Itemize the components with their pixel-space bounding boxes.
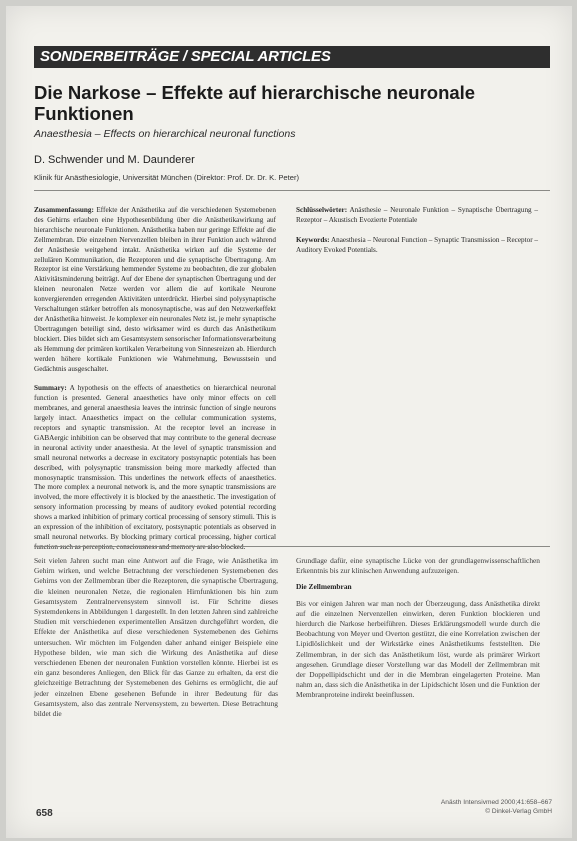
section-header-bar: SONDERBEITRÄGE / SPECIAL ARTICLES bbox=[34, 46, 550, 68]
affiliation-line: Klinik für Anästhesiologie, Universität München (Direktor: Prof. Dr. Dr. K. Peter) bbox=[34, 173, 300, 182]
keywords-english bbox=[296, 236, 538, 256]
keywords-german bbox=[296, 206, 538, 226]
keywords-column bbox=[296, 206, 538, 266]
keywords-german-label: Schlüsselwörter: bbox=[296, 206, 348, 214]
abstract-german-text: Effekte der Anästhetika auf die verschiedenen Systemebenen des Gehirns erlauben eine Hypothesenbildung über die Anästhetikawirkung auf hierarchische neuronale Funktionen. Anästhetika haben nur geringe Effekte auf die Zellmembran. Die einzelnen Nervenzellen bleiben in ihrer Funktion auch während der Anästhesie weitgehend intakt. Anästhetika wirken auf die Systeme der zellulären Kommunikation, die Rezeptoren und die synaptische Übertragung. Am Rezeptor ist eine Verstärkung hemmender Systeme zu beobachten, die zur globalen Aktivitätsminderung beiträgt. Auf der Ebene der synaptischen Übertragung und der kleinen neuronalen Netze werden vor allem die auf kortikale Neurone konvergierenden erregenden Aktivitäten unterdrückt. Hierbei sind polysynaptische Verschaltungen stärker betroffen als monosynaptische, was auf den Netzwerkeffekt der Anästhetika hinweist. Je komplexer ein neuronales Netz ist, je mehr synaptische Übertragungen beteiligt sind, desto wirksamer wird es durch das Anästhetikum blockiert. Dies bildet sich am Gesamtsystem sensorischer Informationsverarbeitung als Hemmung der primären kortikalen Verarbeitung von Sinnesreizen ab. Hierdurch werden höhere kortikale Funktionen wie Wahrnehmung, Bewusstsein und Gedächtnis ausgeschaltet. bbox=[34, 206, 276, 373]
keywords-english-label: Keywords: bbox=[296, 235, 330, 244]
body-column-left bbox=[34, 556, 278, 725]
author-line: D. Schwender und M. Daunderer bbox=[34, 154, 195, 166]
journal-page bbox=[6, 6, 572, 838]
journal-footer: Anästh Intensivmed 2000;41:658–667 © Dinkel-Verlag GmbH bbox=[440, 799, 552, 815]
abstract-german-column bbox=[34, 206, 276, 563]
body-column-right bbox=[296, 556, 540, 707]
page-number: 658 bbox=[36, 808, 53, 819]
body-divider bbox=[34, 546, 550, 547]
keywords-german-text: Anästhesie – Neuronale Funktion – Synaptische Übertragung – Rezeptor – Akustisch Evozierte Potentiale bbox=[296, 206, 538, 224]
section-heading: Die Zellmembran bbox=[296, 582, 352, 592]
abstract-german-lead: Zusammenfassung: bbox=[34, 206, 94, 214]
summary-english-text: A hypothesis on the effects of anaesthetics on hierarchical neuronal function is presented. General anaesthetics have only minor effects on cell membranes, and general anaesthesia leaves the intrinsic function of single neurons largely intact. Anaesthetics impact on the cellular communication systems, receptors and synaptic transmission. At the receptor level an increase in GABAergic inhibition can be observed that may contribute to the general decrease in neuronal activity under anaesthesia. At the level of synaptic transmission and small neuronal networks a decrease in excitatory postsynaptic potentials has been described, with polysynaptic transmission being more markedly affected than monosynaptic transmission. This underlines the network effects of anaesthetics. The more complex a neuronal network is, and the more synaptic transmissions are involved, the more effectively it is blocked by the anaesthetic. The investigation of sensory information processing by means of auditory evoked potential recording shows a marked inhibition of primary cortical processing of sensory stimuli. This is an expression of the inhibition of excitatory, postsynaptic potentials as observed in small neuronal networks. By blocking primary cortical processing, higher cortical bbox=[34, 384, 276, 541]
body-paragraph-intro: Grundlage dafür, eine synaptische Lücke von der grundlagenwissenschaftlichen Erkenntnis bis zur klinischen Anwendung aufzuzeigen. bbox=[296, 556, 540, 576]
article-subtitle: Anaesthesia – Effects on hierarchical neuronal functions bbox=[34, 128, 296, 140]
body-paragraph: Seit vielen Jahren sucht man eine Antwort auf die Frage, wie Anästhetika im Gehirn wirken, und welche Betrachtung der verschiedenen Systemebenen des Gehirns von der Zellmembran über die Rezeptoren, die synaptische Übertragung, die kleinen neuronalen Netze, die regionalen Hirnfunktionen bis hin zum Gesamtsystem Zentralnervensystem sinnvoll ist. Für Schritte dieses Systemdenkens in Abbildungen 1 dargestellt. In den letzten Jahren sind zahlreiche Studien mit verschiedenen experimentellen Ansätzen durchgeführt worden, die Effekte der Anästhetika auf diese verschiedenen Systemebenen des Gehirns untersuchen. Wir möchten im Folgenden daher anhand einiger Beispiele eine Hypothese bilden, wie man sich die Wirkung des Anästhetika auf diese verschiedenen Ebenen der neuronalen Funktion vorstellen könnte. Hierbei ist es ein ganz besonderes Anliegen, den Blick für das Ganze zu erhalten, da erst die gleichzeitige Betrachtung der Systemebenen des Gehirns es ermöglicht, die auf jeder einzelnen Ebene gesehenen Befunde in ihrer Bedeutung für das Gesamtsystem, also das zentrale Nervensystem, zu bewerten. Diese Betrachtung bildet die bbox=[34, 556, 278, 719]
abstract-german bbox=[34, 206, 276, 374]
summary-english-lead: Summary: bbox=[34, 384, 67, 393]
keywords-english-text: Anaesthesia – Neuronal Function – Synaptic Transmission – Receptor – Auditory Evoked Potentials. bbox=[296, 235, 538, 254]
article-title: Die Narkose – Effekte auf hierarchische neuronale Funktionen bbox=[34, 82, 476, 124]
header-divider bbox=[34, 190, 550, 191]
summary-english bbox=[34, 384, 276, 552]
body-paragraph: Bis vor einigen Jahren war man noch der Überzeugung, dass Anästhetika direkt auf die einzelnen Nervenzellen einwirken, deren Funktion blockieren und hierdurch die Narkose herbeiführen. Dieses Erklärungsmodell wurde durch die Beobachtung von Meyer und Overton gestützt, die eine Korrelation zwischen der Lipidlöslichkeit und der Wirkstärke eines Anästhetikums feststellten. Die Zellmembran, in der sich das Anästhetikum löst, wurde als primärer Wirkort angesehen. Grundlage dieser Vorstellung war das Modell der Zellmembran mit der Doppellipidschicht und der in die Membran eingelagerten Proteine. Man nahm an, dass sich die Anästhetika in der Lipidschicht lösen und die Funktion der Membranproteine indirekt beeinflussen. bbox=[296, 598, 540, 700]
